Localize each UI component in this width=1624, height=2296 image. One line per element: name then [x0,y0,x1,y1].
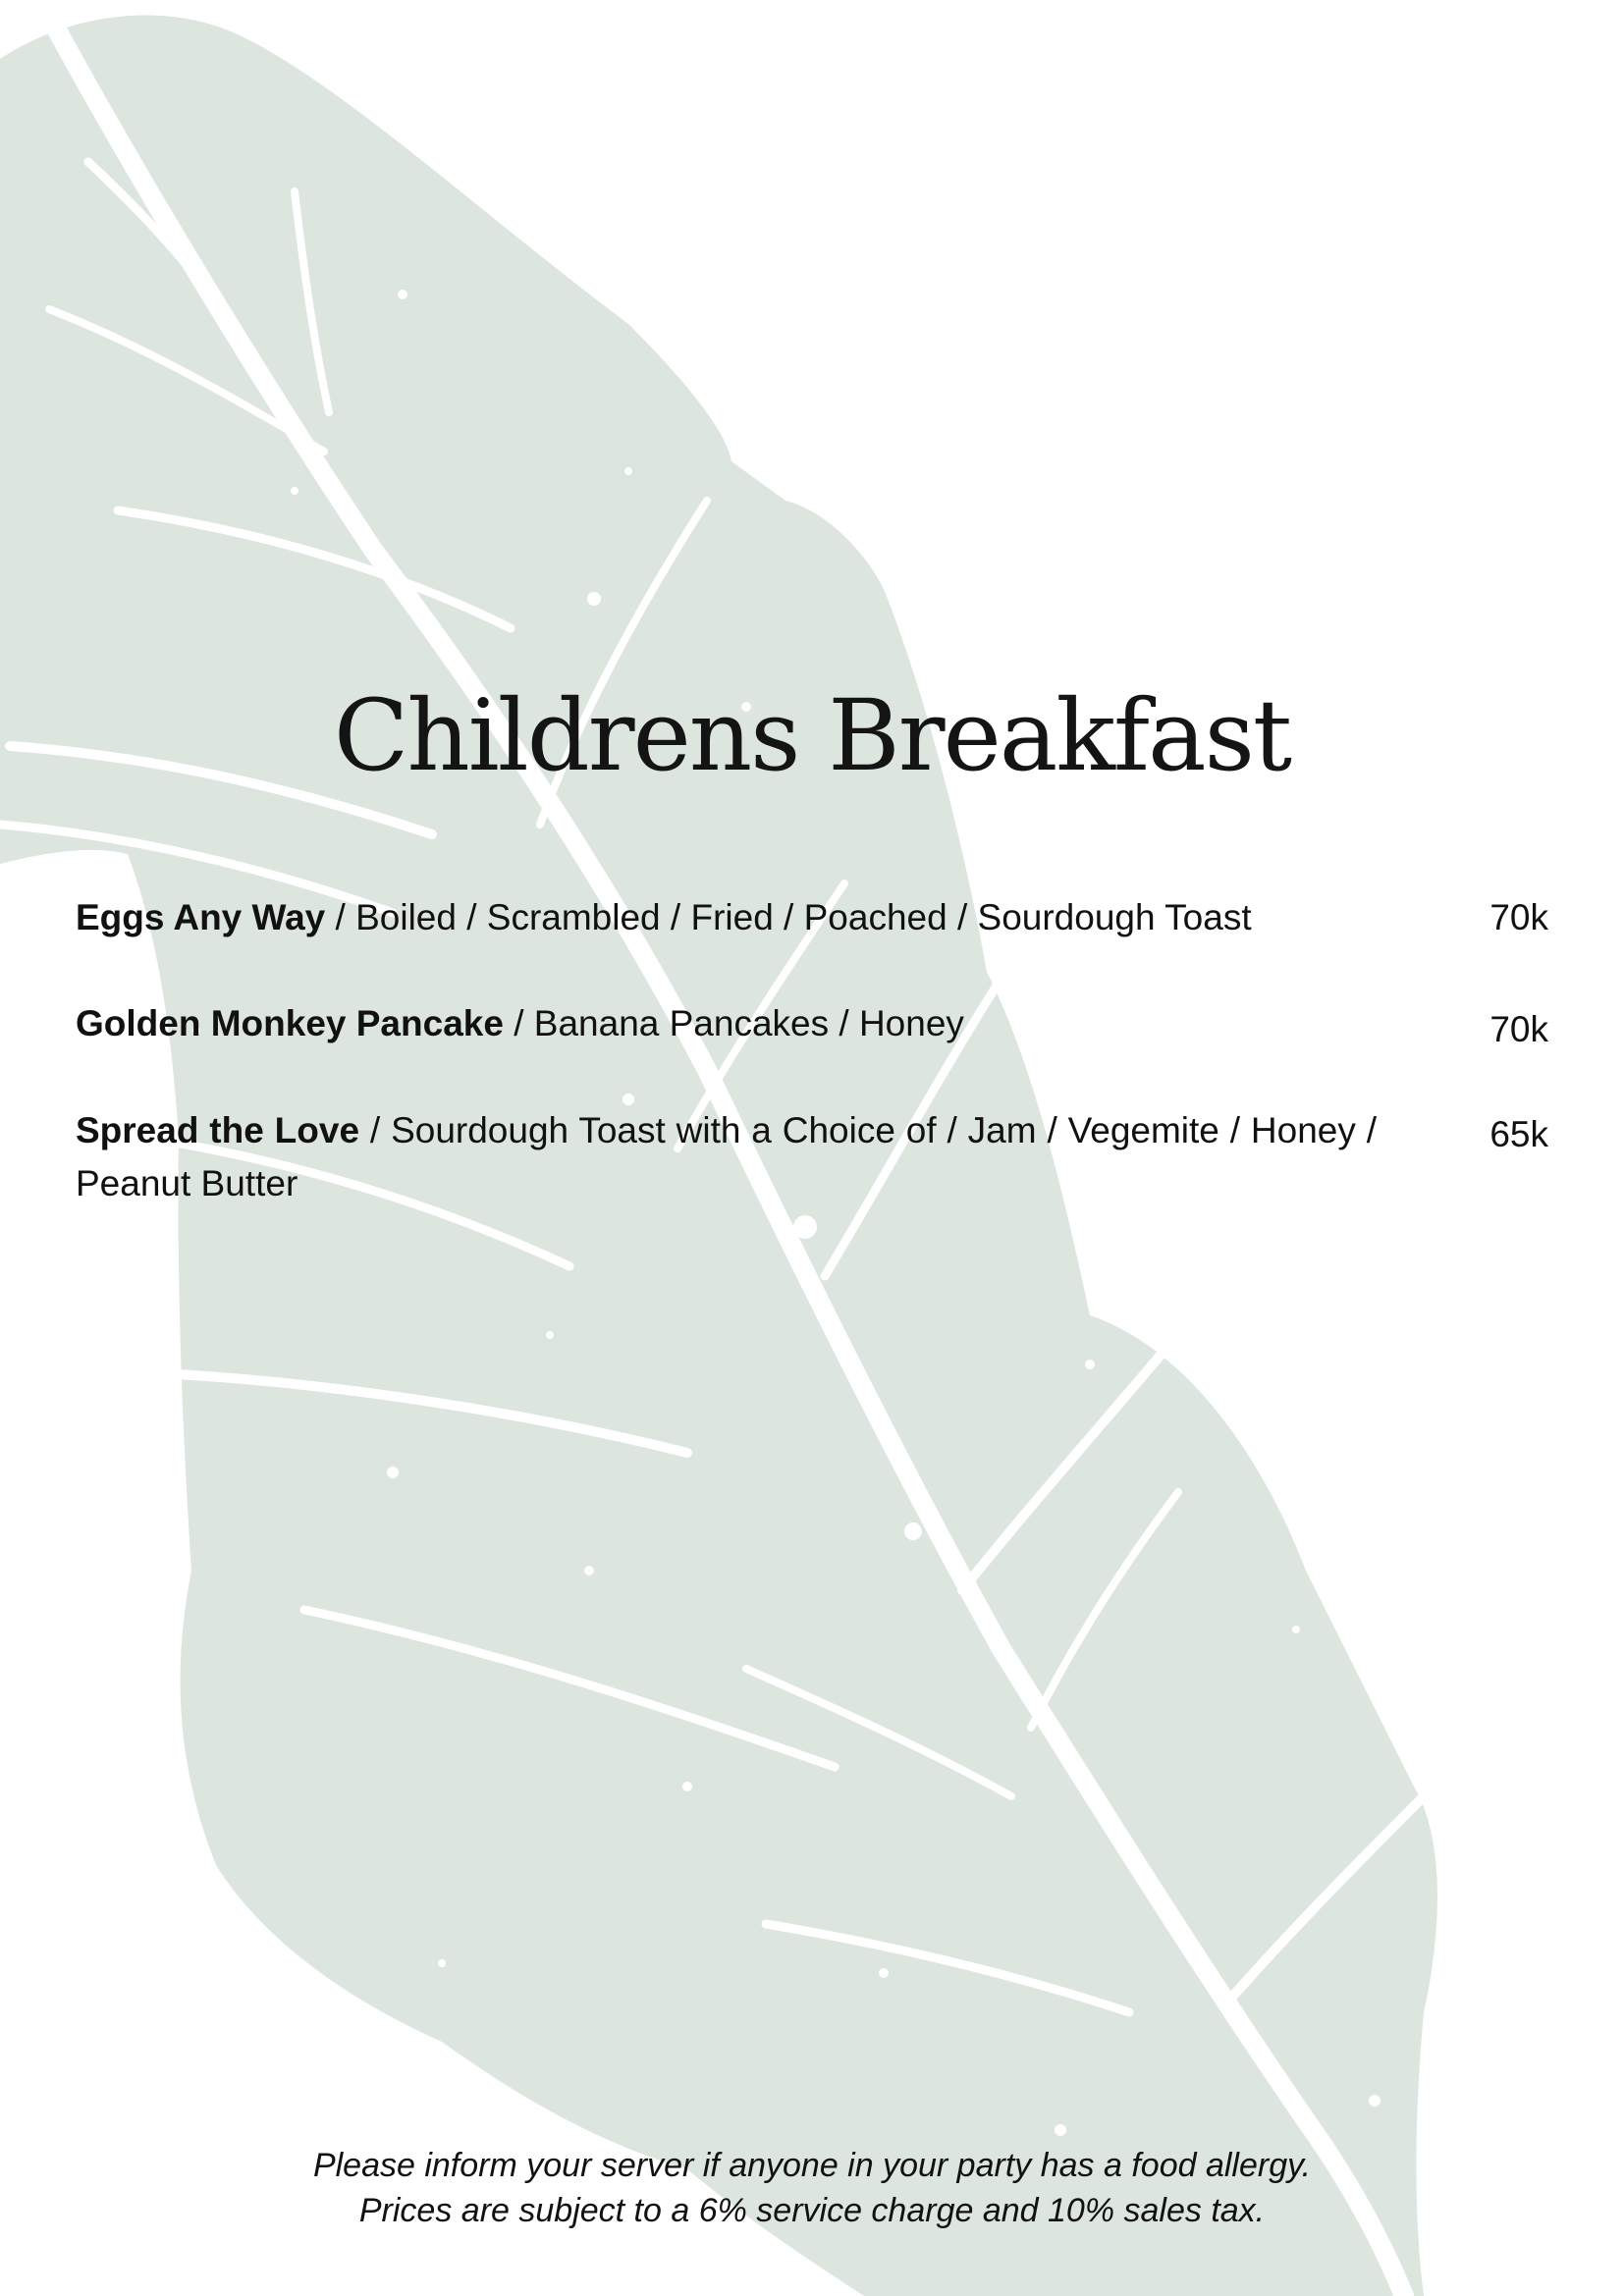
page-title: Childrens Breakfast [333,678,1291,793]
menu-item-options: / Banana Pancakes / Honey [503,1003,964,1043]
menu-item-description [76,997,1377,1050]
allergy-notice: Please inform your server if anyone in your party has a food allergy. [312,2147,1312,2184]
menu-item-name: Golden Monkey Pancake [76,1003,504,1043]
menu-item-eggs-any-way [76,891,1548,944]
menu-list [76,891,1548,1210]
menu-item-description [76,1104,1377,1210]
menu-item-options: / Sourdough Toast with a Choice of / Jam / Vegemite / Honey / Peanut Butter [76,1110,1377,1203]
menu-item-name: Spread the Love [76,1110,360,1150]
menu-item-spread-the-love [76,1104,1548,1210]
menu-item-description [76,891,1377,944]
footer-notice [0,2143,1624,2233]
menu-item-price: 70k [1489,1009,1548,1049]
menu-item-price: 70k [1489,897,1548,937]
menu-item-options: / Boiled / Scrambled / Fried / Poached / Sourdough Toast [325,897,1252,937]
menu-item-golden-monkey-pancake [76,997,1548,1050]
menu-item-price: 65k [1489,1114,1548,1154]
menu-item-name: Eggs Any Way [76,897,326,937]
service-charge-notice: Prices are subject to a 6% service charge and 10% sales tax. [358,2192,1266,2229]
